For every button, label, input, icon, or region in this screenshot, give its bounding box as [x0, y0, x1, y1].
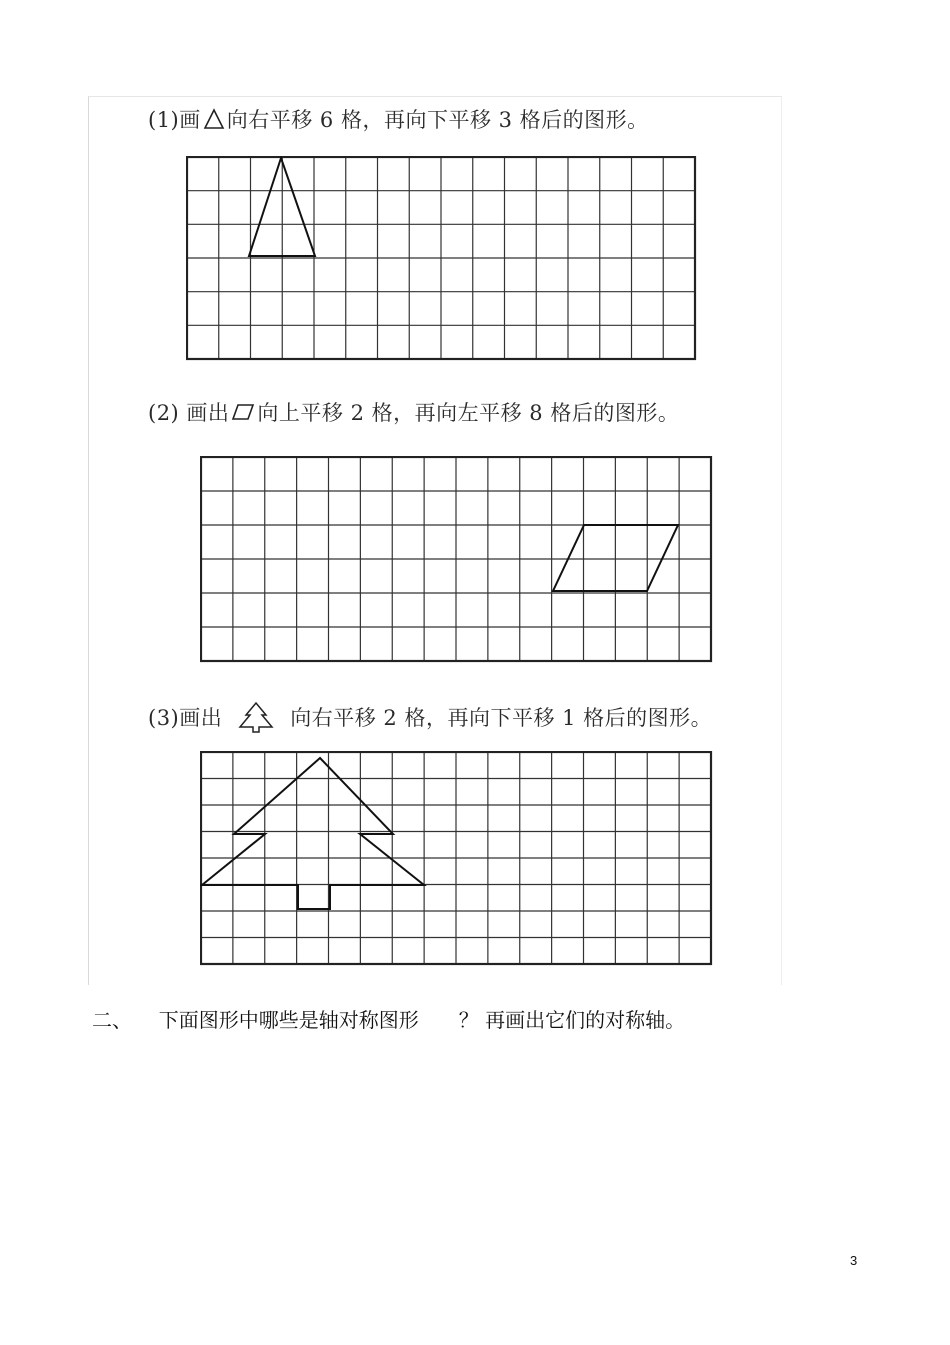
problem-1-prefix: (1)画 — [148, 108, 201, 132]
page-number: 3 — [850, 1253, 858, 1268]
problem-3-prompt — [148, 701, 712, 738]
grid-2-lines — [201, 457, 711, 661]
problem-1-prompt — [148, 104, 649, 135]
section-2-text-b: ？ 再画出它们的对称轴。 — [458, 1008, 686, 1032]
grid-1 — [186, 156, 698, 362]
problem-2-prefix: (2) 画出 — [148, 401, 230, 425]
section-2-text-a: 下面图形中哪些是轴对称图形 — [158, 1008, 419, 1032]
problem-3-text: 向右平移 2 格，再向下平移 1 格后的图形。 — [290, 706, 713, 730]
grid-3 — [200, 751, 714, 967]
parallelogram-icon — [231, 402, 255, 427]
tree-shape — [202, 758, 424, 909]
grid-2 — [200, 456, 714, 664]
problem-2-prompt — [148, 397, 679, 427]
section-2-number: 二、 — [92, 1008, 132, 1032]
section-2-heading — [92, 1004, 685, 1033]
grid-3-lines — [201, 752, 711, 964]
triangle-icon — [203, 108, 225, 135]
problem-1-text: 向右平移 6 格，再向下平移 3 格后的图形。 — [226, 108, 649, 132]
tree-icon — [236, 701, 276, 738]
grid-1-lines — [187, 157, 695, 359]
problem-2-text: 向上平移 2 格，再向左平移 8 格后的图形。 — [257, 401, 680, 425]
problem-3-prefix: (3)画出 — [148, 706, 223, 730]
